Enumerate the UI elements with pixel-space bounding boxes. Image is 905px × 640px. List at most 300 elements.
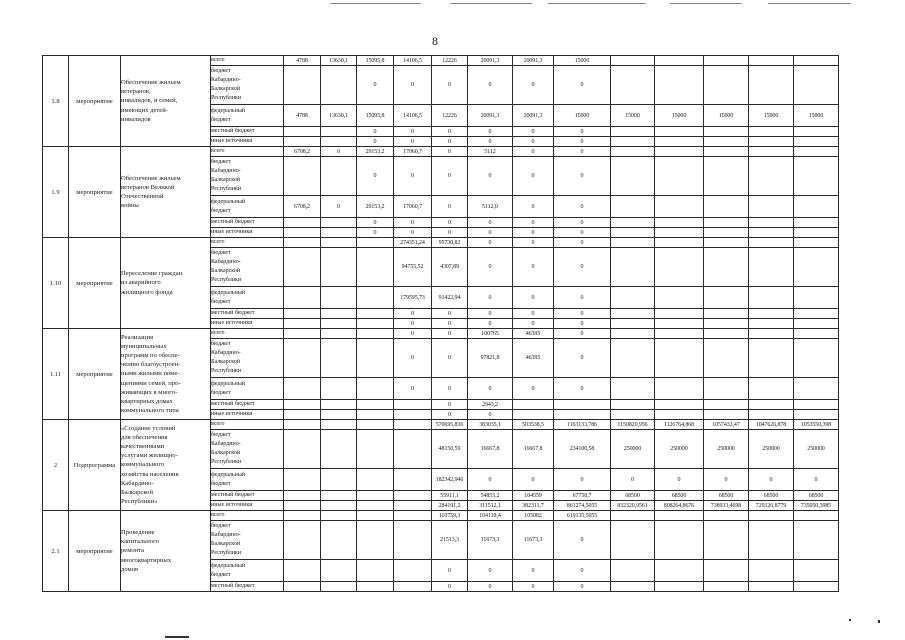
value-cell: 4788: [284, 105, 321, 127]
value-cell: [749, 309, 794, 319]
funding-source-label: федеральный бюджет: [211, 378, 284, 400]
value-cell: 20091,3: [468, 105, 513, 127]
value-cell: 0: [554, 378, 611, 400]
value-cell: [284, 319, 321, 329]
value-cell: [655, 560, 704, 582]
page-number: 8: [432, 34, 438, 48]
value-cell: 0: [554, 560, 611, 582]
funding-source-label: федеральный бюджет: [211, 287, 284, 309]
value-cell: 0: [432, 582, 468, 592]
value-cell: 0: [432, 66, 468, 105]
value-cell: [655, 196, 704, 218]
value-cell: [394, 501, 432, 511]
value-cell: [611, 157, 655, 196]
value-cell: 20091,3: [513, 105, 554, 127]
value-cell: [284, 66, 321, 105]
value-cell: 0: [468, 228, 513, 238]
value-cell: [655, 329, 704, 339]
value-cell: [284, 469, 321, 491]
value-cell: [284, 339, 321, 378]
value-cell: [321, 218, 357, 228]
value-cell: 0: [554, 521, 611, 560]
value-cell: 0: [513, 582, 554, 592]
value-cell: [704, 309, 749, 319]
value-cell: [794, 147, 839, 157]
value-cell: [655, 378, 704, 400]
value-cell: 11673,3: [513, 521, 554, 560]
value-cell: [284, 329, 321, 339]
value-cell: 0: [554, 157, 611, 196]
value-cell: 16667,8: [513, 430, 554, 469]
value-cell: 0: [513, 127, 554, 137]
value-cell: [611, 196, 655, 218]
value-cell: [794, 196, 839, 218]
value-cell: [749, 511, 794, 521]
value-cell: [749, 248, 794, 287]
value-cell: 0: [468, 66, 513, 105]
value-cell: [321, 378, 357, 400]
funding-source-label: всего: [211, 238, 284, 248]
value-cell: 0: [394, 309, 432, 319]
value-cell: [704, 127, 749, 137]
value-cell: 15000: [749, 105, 794, 127]
value-cell: 91422,94: [432, 287, 468, 309]
funding-source-label: местный бюджет: [211, 309, 284, 319]
table-row: [43, 56, 839, 66]
value-cell: 0: [394, 329, 432, 339]
value-cell: [611, 378, 655, 400]
value-cell: 11673,3: [468, 521, 513, 560]
value-cell: [704, 329, 749, 339]
value-cell: 0: [468, 378, 513, 400]
value-cell: [321, 410, 357, 420]
value-cell: 46395: [513, 329, 554, 339]
value-cell: [394, 521, 432, 560]
value-cell: 0: [394, 66, 432, 105]
value-cell: [749, 521, 794, 560]
section-type: мероприятие: [69, 147, 121, 238]
value-cell: [321, 339, 357, 378]
value-cell: [749, 196, 794, 218]
funding-source-label: федеральный бюджет: [211, 560, 284, 582]
value-cell: 0: [432, 147, 468, 157]
value-cell: [357, 491, 394, 501]
value-cell: [794, 218, 839, 228]
scan-artifact: [450, 3, 532, 4]
funding-source-label: всего: [211, 420, 284, 430]
value-cell: 68500: [704, 491, 749, 501]
value-cell: [611, 127, 655, 137]
value-cell: 0: [554, 287, 611, 309]
value-cell: [704, 319, 749, 329]
value-cell: [655, 410, 704, 420]
funding-source-label: федеральный бюджет: [211, 469, 284, 491]
value-cell: 15095,8: [357, 56, 394, 66]
value-cell: [794, 287, 839, 309]
value-cell: [357, 248, 394, 287]
section-description: Проведение капитального ремонта многоквартирных домов: [121, 511, 211, 592]
table-row: [43, 147, 839, 157]
value-cell: 48150,59: [432, 430, 468, 469]
value-cell: 0: [554, 137, 611, 147]
value-cell: 0: [513, 309, 554, 319]
funding-source-label: иные источники: [211, 501, 284, 511]
value-cell: [284, 410, 321, 420]
value-cell: 0: [554, 319, 611, 329]
value-cell: [704, 66, 749, 105]
value-cell: [284, 127, 321, 137]
value-cell: [321, 329, 357, 339]
value-cell: [704, 218, 749, 228]
section-description: Переселение граждан из аварийного жилищного фонда: [121, 238, 211, 329]
value-cell: 29153,2: [357, 196, 394, 218]
value-cell: [357, 469, 394, 491]
value-cell: [704, 137, 749, 147]
value-cell: 29153,2: [357, 147, 394, 157]
value-cell: [357, 238, 394, 248]
value-cell: 1057433,47: [704, 420, 749, 430]
value-cell: [284, 560, 321, 582]
value-cell: [749, 378, 794, 400]
value-cell: 250000: [611, 430, 655, 469]
value-cell: 0: [554, 66, 611, 105]
value-cell: 15000: [655, 105, 704, 127]
value-cell: 0: [513, 248, 554, 287]
value-cell: 1047626,878: [749, 420, 794, 430]
value-cell: [611, 66, 655, 105]
value-cell: 0: [394, 339, 432, 378]
value-cell: [284, 521, 321, 560]
value-cell: 15000: [704, 105, 749, 127]
value-cell: 274351,24: [394, 238, 432, 248]
funding-source-label: местный бюджет: [211, 582, 284, 592]
value-cell: 5112,0: [468, 196, 513, 218]
value-cell: 1053550,398: [794, 420, 839, 430]
value-cell: [611, 400, 655, 410]
value-cell: 0: [513, 319, 554, 329]
value-cell: 0: [432, 228, 468, 238]
value-cell: [321, 491, 357, 501]
value-cell: 0: [513, 228, 554, 238]
value-cell: 0: [554, 228, 611, 238]
value-cell: [611, 410, 655, 420]
value-cell: 861274,5055: [554, 501, 611, 511]
value-cell: [704, 196, 749, 218]
value-cell: [749, 410, 794, 420]
value-cell: [284, 248, 321, 287]
value-cell: [321, 287, 357, 309]
value-cell: [794, 329, 839, 339]
funding-source-label: бюджет Кабардино- Балкарской Республики: [211, 157, 284, 196]
value-cell: [394, 582, 432, 592]
value-cell: 0: [432, 329, 468, 339]
section-number: 1.11: [43, 329, 69, 420]
value-cell: 383035,1: [468, 420, 513, 430]
value-cell: [655, 238, 704, 248]
funding-source-label: бюджет Кабардино- Балкарской Республики: [211, 430, 284, 469]
value-cell: [611, 329, 655, 339]
value-cell: 0: [432, 410, 468, 420]
funding-source-label: всего: [211, 56, 284, 66]
value-cell: 735050,3985: [794, 501, 839, 511]
value-cell: [655, 248, 704, 287]
funding-source-label: федеральный бюджет: [211, 105, 284, 127]
scan-artifact: [165, 636, 189, 638]
value-cell: 46395: [513, 339, 554, 378]
funding-source-label: местный бюджет: [211, 127, 284, 137]
value-cell: [794, 582, 839, 592]
value-cell: 0: [321, 196, 357, 218]
value-cell: [357, 511, 394, 521]
value-cell: [655, 582, 704, 592]
value-cell: [749, 127, 794, 137]
value-cell: 15000: [554, 105, 611, 127]
value-cell: 0: [554, 218, 611, 228]
value-cell: 68500: [611, 491, 655, 501]
value-cell: 1163133,786: [554, 420, 611, 430]
value-cell: [704, 147, 749, 157]
value-cell: [749, 582, 794, 592]
value-cell: 250000: [794, 430, 839, 469]
value-cell: 0: [513, 469, 554, 491]
value-cell: 54855,2: [468, 491, 513, 501]
value-cell: [794, 511, 839, 521]
value-cell: [357, 420, 394, 430]
value-cell: [321, 400, 357, 410]
value-cell: 15000: [554, 56, 611, 66]
value-cell: 0: [432, 137, 468, 147]
value-cell: [749, 400, 794, 410]
value-cell: 104118,4: [468, 511, 513, 521]
section-type: мероприятие: [69, 329, 121, 420]
value-cell: [284, 228, 321, 238]
value-cell: [655, 339, 704, 378]
funding-source-label: всего: [211, 329, 284, 339]
value-cell: [284, 137, 321, 147]
value-cell: [394, 410, 432, 420]
value-cell: 20091,3: [468, 56, 513, 66]
value-cell: 0: [468, 127, 513, 137]
value-cell: [321, 66, 357, 105]
value-cell: [704, 157, 749, 196]
value-cell: 16667,8: [468, 430, 513, 469]
funding-source-label: бюджет Кабардино- Балкарской Республики: [211, 66, 284, 105]
value-cell: 6708,2: [284, 147, 321, 157]
value-cell: [321, 511, 357, 521]
value-cell: 0: [554, 127, 611, 137]
value-cell: [794, 157, 839, 196]
value-cell: 250000: [749, 430, 794, 469]
value-cell: [611, 287, 655, 309]
value-cell: [794, 319, 839, 329]
value-cell: [321, 469, 357, 491]
value-cell: [794, 378, 839, 400]
value-cell: 0: [432, 560, 468, 582]
value-cell: 0: [468, 469, 513, 491]
value-cell: [394, 420, 432, 430]
value-cell: 0: [432, 196, 468, 218]
value-cell: [794, 127, 839, 137]
value-cell: [321, 560, 357, 582]
table-row: [43, 238, 839, 248]
value-cell: 17060,7: [394, 147, 432, 157]
value-cell: 0: [432, 339, 468, 378]
value-cell: [284, 378, 321, 400]
value-cell: [611, 521, 655, 560]
value-cell: [794, 238, 839, 248]
value-cell: [749, 339, 794, 378]
section-number: 2.1: [43, 511, 69, 592]
value-cell: 0: [394, 157, 432, 196]
value-cell: [704, 511, 749, 521]
scan-artifact: [670, 3, 742, 4]
value-cell: 0: [749, 469, 794, 491]
value-cell: 95730,82: [432, 238, 468, 248]
funding-source-label: иные источники: [211, 410, 284, 420]
value-cell: 0: [394, 137, 432, 147]
value-cell: [749, 56, 794, 66]
funding-source-label: федеральный бюджет: [211, 196, 284, 218]
section-type: Подпрограмма: [69, 420, 121, 511]
value-cell: [284, 501, 321, 511]
value-cell: [655, 400, 704, 410]
value-cell: 100765: [468, 329, 513, 339]
funding-source-label: всего: [211, 147, 284, 157]
funding-source-label: всего: [211, 511, 284, 521]
value-cell: 0: [554, 469, 611, 491]
value-cell: [704, 410, 749, 420]
value-cell: 0: [468, 238, 513, 248]
value-cell: 0: [357, 218, 394, 228]
value-cell: [655, 319, 704, 329]
value-cell: 0: [468, 410, 513, 420]
value-cell: [284, 582, 321, 592]
value-cell: 0: [432, 218, 468, 228]
section-description: Обеспечение жильем ветеранов Великой Отечественной войны: [121, 147, 211, 238]
value-cell: 0: [468, 309, 513, 319]
value-cell: 0: [357, 157, 394, 196]
funding-source-label: иные источники: [211, 319, 284, 329]
value-cell: 94755,52: [394, 248, 432, 287]
value-cell: 0: [554, 309, 611, 319]
value-cell: [357, 287, 394, 309]
value-cell: [611, 582, 655, 592]
value-cell: 0: [432, 309, 468, 319]
value-cell: 0: [513, 137, 554, 147]
value-cell: 17060,7: [394, 196, 432, 218]
budget-table-body: [43, 56, 839, 592]
value-cell: 0: [357, 127, 394, 137]
value-cell: [704, 238, 749, 248]
value-cell: 12226: [432, 105, 468, 127]
value-cell: 0: [321, 147, 357, 157]
value-cell: [794, 56, 839, 66]
value-cell: [611, 319, 655, 329]
value-cell: 67758,7: [554, 491, 611, 501]
value-cell: [357, 582, 394, 592]
value-cell: [321, 430, 357, 469]
value-cell: [704, 228, 749, 238]
value-cell: [655, 137, 704, 147]
value-cell: [704, 560, 749, 582]
value-cell: [704, 287, 749, 309]
section-number: 1.10: [43, 238, 69, 329]
section-description: Обеспечение жильем ветеранов, инвалидов, и семей, имеющих детей- инвалидов: [121, 56, 211, 147]
value-cell: 284191,2: [432, 501, 468, 511]
value-cell: 0: [513, 287, 554, 309]
value-cell: 0: [432, 378, 468, 400]
section-description: «Создание условий для обеспечения качественными услугами жилищно- коммунального хозяйства населения Кабардино- Балкарской Республики»: [121, 420, 211, 511]
funding-source-label: иные источники: [211, 228, 284, 238]
value-cell: [284, 491, 321, 501]
funding-source-label: местный бюджет: [211, 491, 284, 501]
value-cell: 250000: [655, 430, 704, 469]
value-cell: [284, 430, 321, 469]
value-cell: 0: [554, 582, 611, 592]
value-cell: 0: [513, 157, 554, 196]
value-cell: [357, 329, 394, 339]
value-cell: [704, 339, 749, 378]
value-cell: [357, 309, 394, 319]
value-cell: [357, 339, 394, 378]
value-cell: [794, 248, 839, 287]
value-cell: 0: [513, 560, 554, 582]
value-cell: [655, 511, 704, 521]
value-cell: [394, 511, 432, 521]
value-cell: 13630,1: [321, 105, 357, 127]
value-cell: [655, 309, 704, 319]
value-cell: 0: [394, 319, 432, 329]
value-cell: 0: [554, 238, 611, 248]
value-cell: [357, 501, 394, 511]
value-cell: 110759,3: [432, 511, 468, 521]
value-cell: 0: [554, 329, 611, 339]
value-cell: [655, 287, 704, 309]
value-cell: [611, 309, 655, 319]
value-cell: [655, 66, 704, 105]
value-cell: 0: [357, 228, 394, 238]
value-cell: [394, 400, 432, 410]
value-cell: [704, 582, 749, 592]
value-cell: [794, 228, 839, 238]
value-cell: [655, 157, 704, 196]
value-cell: [394, 491, 432, 501]
value-cell: 250000: [704, 430, 749, 469]
value-cell: 4307,89: [432, 248, 468, 287]
value-cell: 0: [394, 378, 432, 400]
value-cell: [284, 511, 321, 521]
value-cell: 0: [468, 560, 513, 582]
value-cell: 13630,1: [321, 56, 357, 66]
value-cell: 104559: [513, 491, 554, 501]
value-cell: [611, 339, 655, 378]
value-cell: [321, 137, 357, 147]
value-cell: [749, 147, 794, 157]
value-cell: [794, 66, 839, 105]
value-cell: 503538,5: [513, 420, 554, 430]
value-cell: [284, 400, 321, 410]
value-cell: 619135,5055: [554, 511, 611, 521]
value-cell: 14106,5: [394, 56, 432, 66]
value-cell: [321, 501, 357, 511]
scan-artifact: [548, 3, 646, 4]
value-cell: [794, 309, 839, 319]
value-cell: [284, 309, 321, 319]
value-cell: [321, 521, 357, 560]
value-cell: 15000: [794, 105, 839, 127]
scan-artifact: [768, 3, 851, 4]
section-number: 1.8: [43, 56, 69, 147]
